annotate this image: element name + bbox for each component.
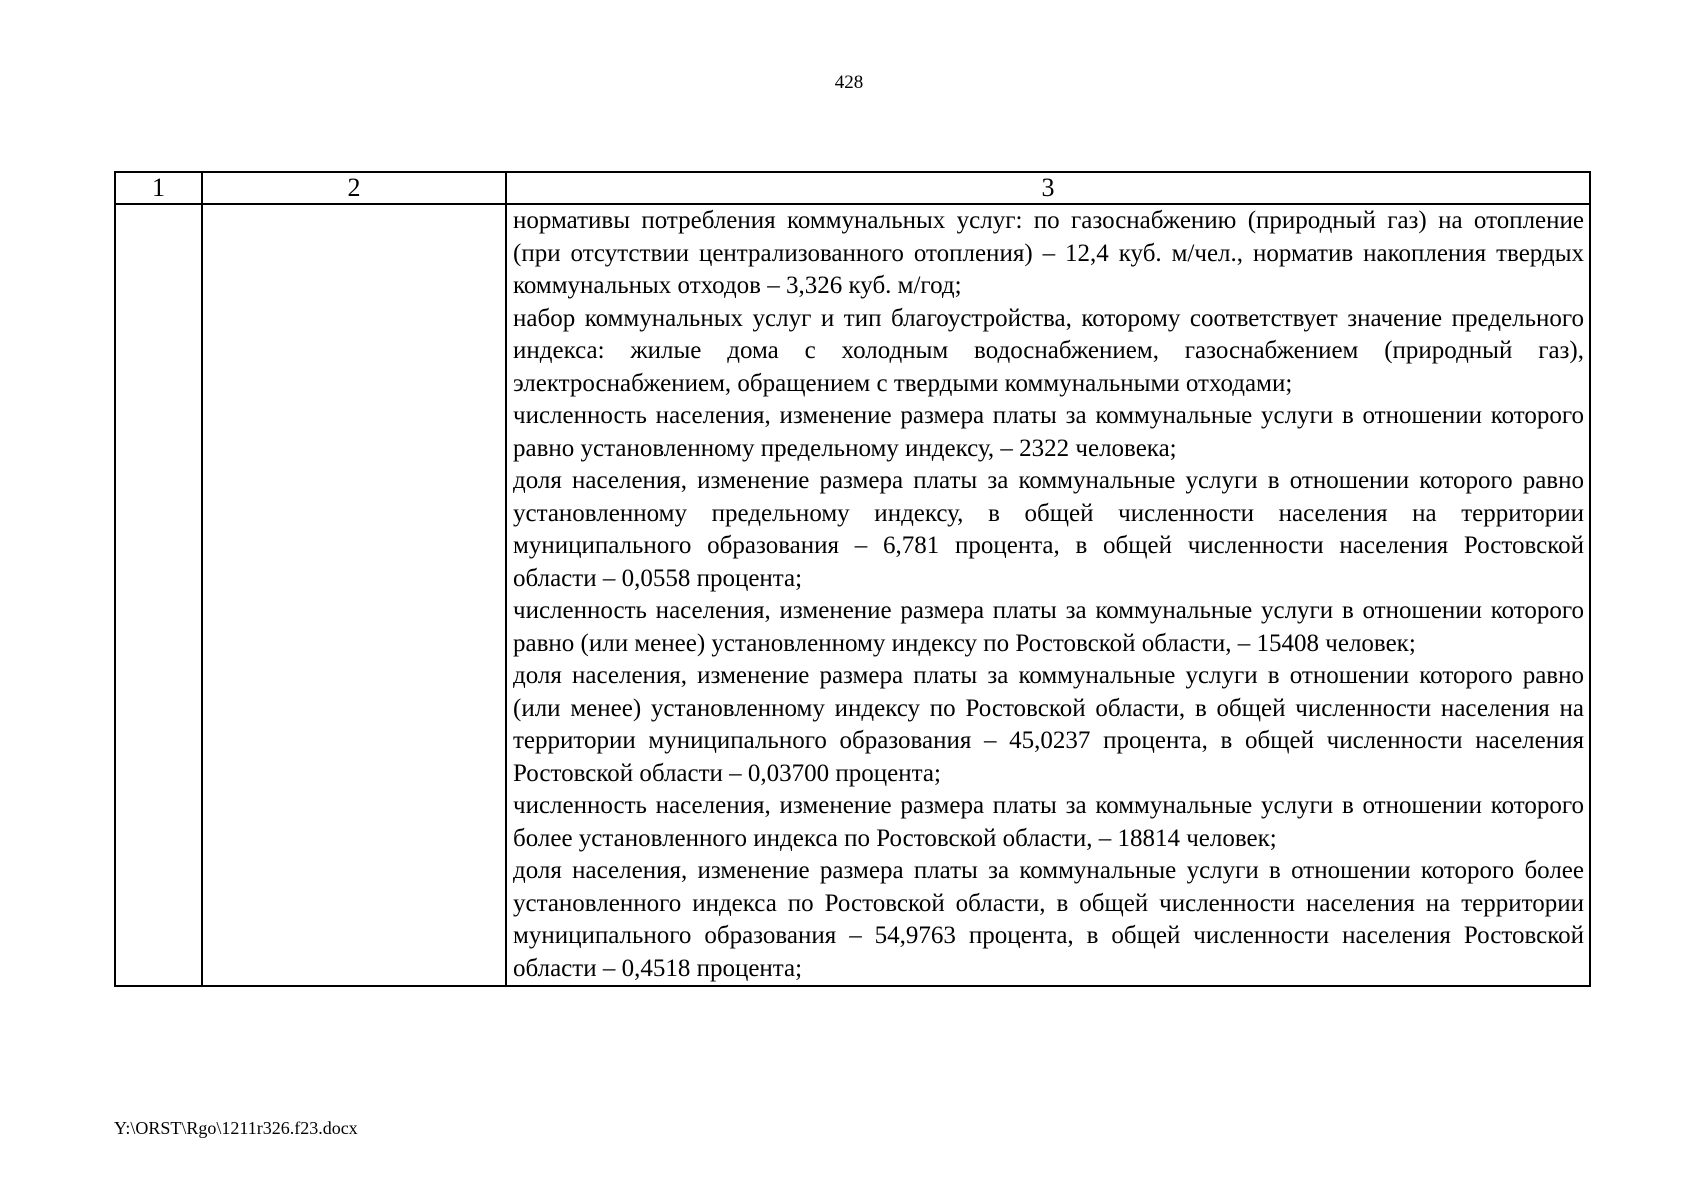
page-number: 428 <box>834 72 864 93</box>
document-table <box>114 171 1591 987</box>
paragraph: доля населения, изменение размера платы за коммунальные услуги в отношении которого равно (или менее) установленному индексу по Ростовской области, в общей численности населения на территории муниципального образования – 45,0237 процента, в общей численности населения Ростовской области – 0,03700 процента; <box>513 662 1584 787</box>
column-header-3: 3 <box>506 172 1590 204</box>
table-row <box>115 204 1590 986</box>
table-header-row <box>115 172 1590 204</box>
paragraph: доля населения, изменение размера платы за коммунальные услуги в отношении которого равно установленному предельному индексу, в общей численности населения на территории муниципального образования – 6,781 процента, в общей численности населения Ростовской области – 0,0558 процента; <box>513 467 1584 592</box>
column-header-1: 1 <box>115 172 202 204</box>
paragraph: набор коммунальных услуг и тип благоустройства, которому соответствует значение предельного индекса: жилые дома с холодным водоснабжением, газоснабжением (природный газ), электроснабжением, обращением с твердыми коммунальными отходами; <box>513 304 1584 397</box>
table-cell-col1 <box>115 204 202 986</box>
column-header-2: 2 <box>202 172 506 204</box>
table-cell-col3 <box>506 204 1590 986</box>
paragraph: нормативы потребления коммунальных услуг: по газоснабжению (природный газ) на отопление (при отсутствии централизованного отопления) – 12,4 куб. м/чел., норматив накопления твердых коммунальных отходов – 3,326 куб. м/год; <box>513 207 1584 299</box>
paragraph: доля населения, изменение размера платы за коммунальные услуги в отношении которого более установленного индекса по Ростовской области, в общей численности населения на территории муниципального образования – 54,9763 процента, в общей численности населения Ростовской области – 0,4518 процента; <box>513 857 1584 982</box>
paragraph: численность населения, изменение размера платы за коммунальные услуги в отношении которого равно установленному предельному индексу, – 2322 человека; <box>513 402 1584 462</box>
paragraph: численность населения, изменение размера платы за коммунальные услуги в отношении которого более установленного индекса по Ростовской области, – 18814 человек; <box>513 792 1584 852</box>
table-cell-col2 <box>202 204 506 986</box>
paragraph: численность населения, изменение размера платы за коммунальные услуги в отношении которого равно (или менее) установленному индексу по Ростовской области, – 15408 человек; <box>513 597 1584 657</box>
footer-file-path: Y:\ORST\Rgo\1211r326.f23.docx <box>114 1118 358 1138</box>
